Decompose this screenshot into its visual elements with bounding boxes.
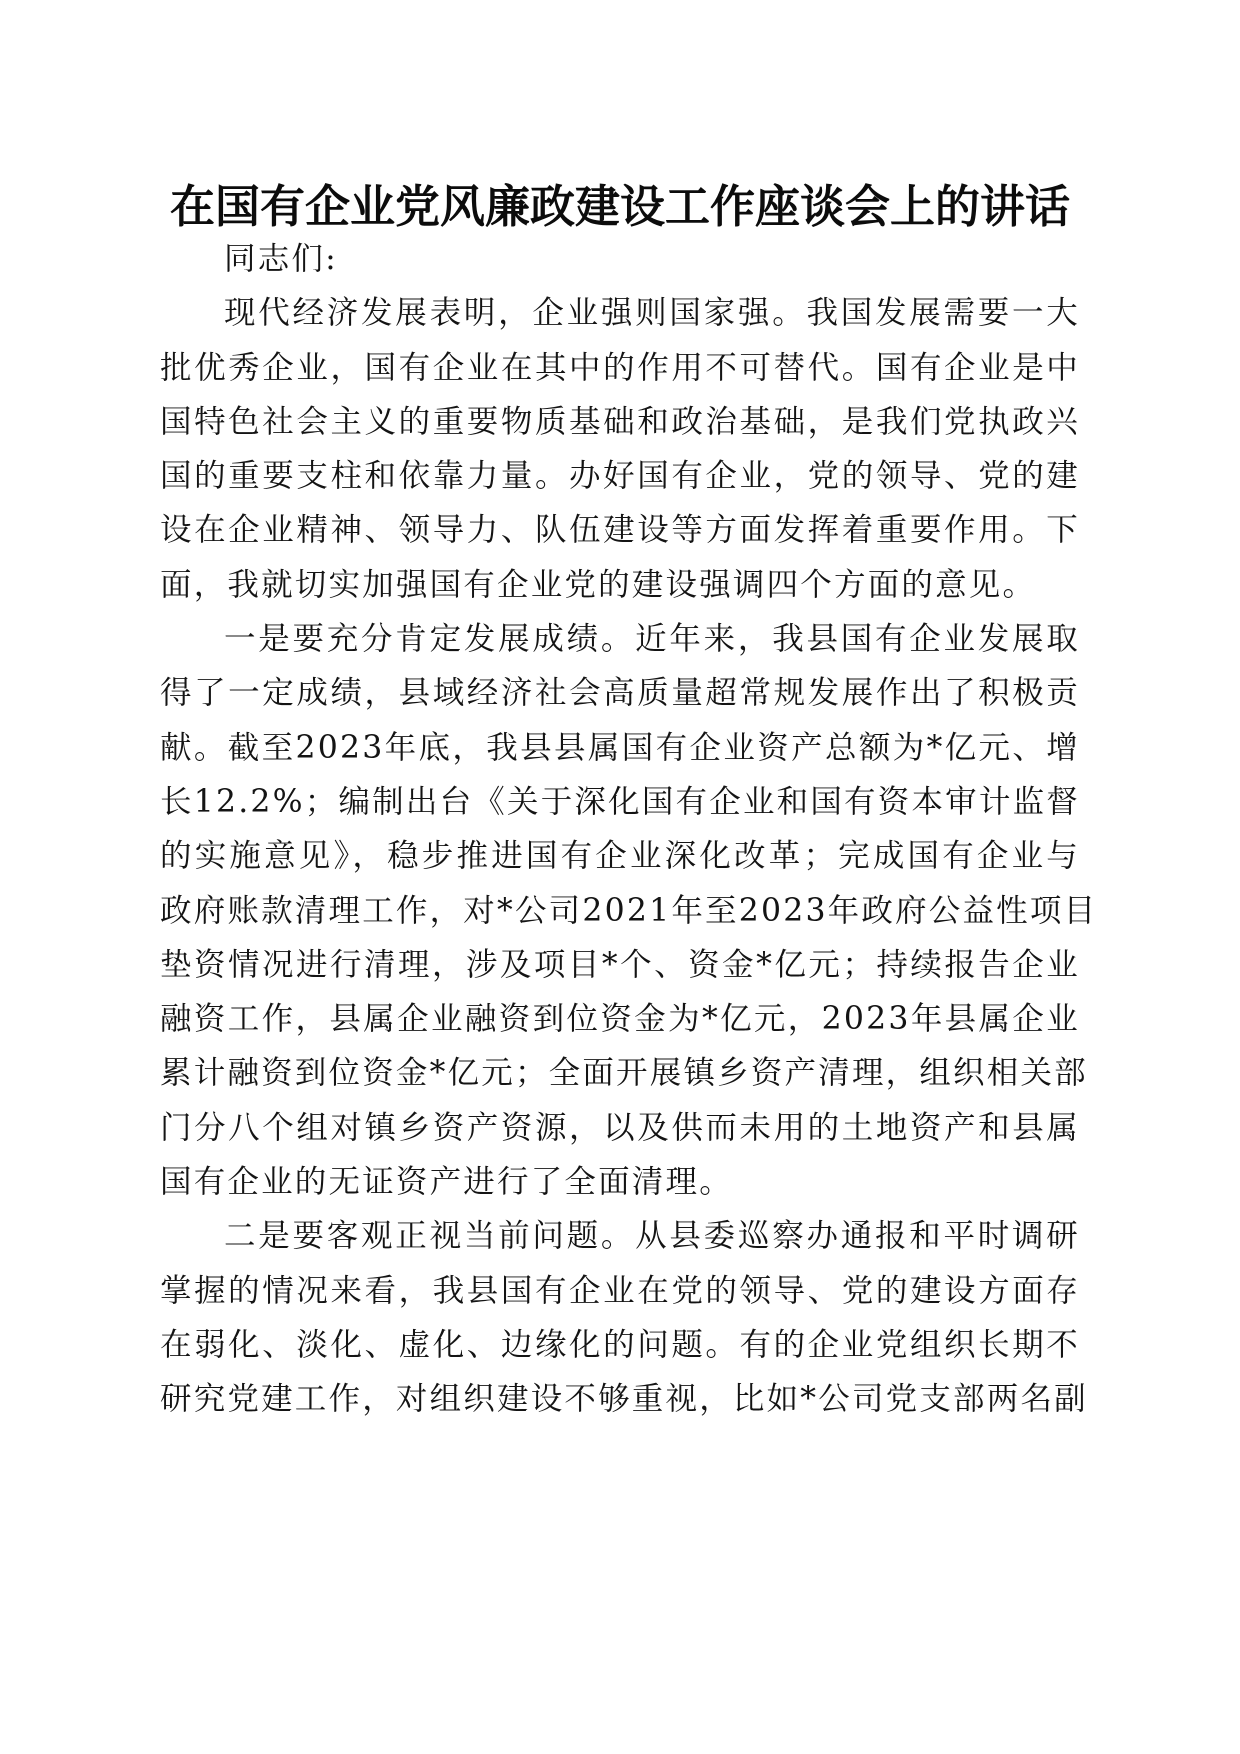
paragraph-1-line-2: 批优秀企业，国有企业在其中的作用不可替代。国有企业是中: [160, 349, 1080, 386]
document-body: [160, 232, 1098, 1427]
paragraph-2-line-7: 垫资情况进行清理，涉及项目*个、资金*亿元；持续报告企业: [160, 946, 1080, 983]
paragraph-2-line-6: 政府账款清理工作，对*公司2021年至2023年政府公益性项目: [160, 892, 1098, 929]
paragraph-2-line-5: 的实施意见》，稳步推进国有企业深化改革；完成国有企业与: [160, 838, 1080, 875]
paragraph-1-line-1: 现代经济发展表明，企业强则国家强。我国发展需要一大: [224, 295, 1080, 332]
paragraph-2-line-1: 一是要充分肯定发展成绩。近年来，我县国有企业发展取: [224, 621, 1080, 658]
paragraph-3-line-1: 二是要客观正视当前问题。从县委巡察办通报和平时调研: [224, 1218, 1080, 1255]
paragraph-3-line-4: 研究党建工作，对组织建设不够重视，比如*公司党支部两名副: [160, 1381, 1088, 1418]
paragraph-2-line-3: 献。截至2023年底，我县县属国有企业资产总额为*亿元、增: [160, 729, 1080, 766]
paragraph-3-line-2: 掌握的情况来看，我县国有企业在党的领导、党的建设方面存: [160, 1272, 1080, 1309]
paragraph-1-line-6: 面，我就切实加强国有企业党的建设强调四个方面的意见。: [160, 566, 1037, 603]
paragraph-2-line-11: 国有企业的无证资产进行了全面清理。: [160, 1164, 733, 1201]
paragraph-2-line-2: 得了一定成绩，县域经济社会高质量超常规发展作出了积极贡: [160, 675, 1080, 712]
paragraph-2-line-10: 门分八个组对镇乡资产资源，以及供而未用的土地资产和县属: [160, 1109, 1080, 1146]
paragraph-3-line-3: 在弱化、淡化、虚化、边缘化的问题。有的企业党组织长期不: [160, 1326, 1080, 1363]
paragraph-1-line-5: 设在企业精神、领导力、队伍建设等方面发挥着重要作用。下: [160, 512, 1080, 549]
paragraph-2-line-8: 融资工作，县属企业融资到位资金为*亿元，2023年县属企业: [160, 1001, 1080, 1038]
document-title: 在国有企业党风廉政建设工作座谈会上的讲话: [169, 180, 1070, 233]
paragraph-1-line-4: 国的重要支柱和依靠力量。办好国有企业，党的领导、党的建: [160, 458, 1080, 495]
paragraph-2-line-9: 累计融资到位资金*亿元；全面开展镇乡资产清理，组织相关部: [160, 1055, 1088, 1092]
paragraph-1-line-3: 国特色社会主义的重要物质基础和政治基础，是我们党执政兴: [160, 403, 1080, 440]
paragraph-2-line-4: 长12.2%；编制出台《关于深化国有企业和国有资本审计监督: [160, 783, 1080, 820]
salutation-line: 同志们:: [224, 241, 338, 277]
